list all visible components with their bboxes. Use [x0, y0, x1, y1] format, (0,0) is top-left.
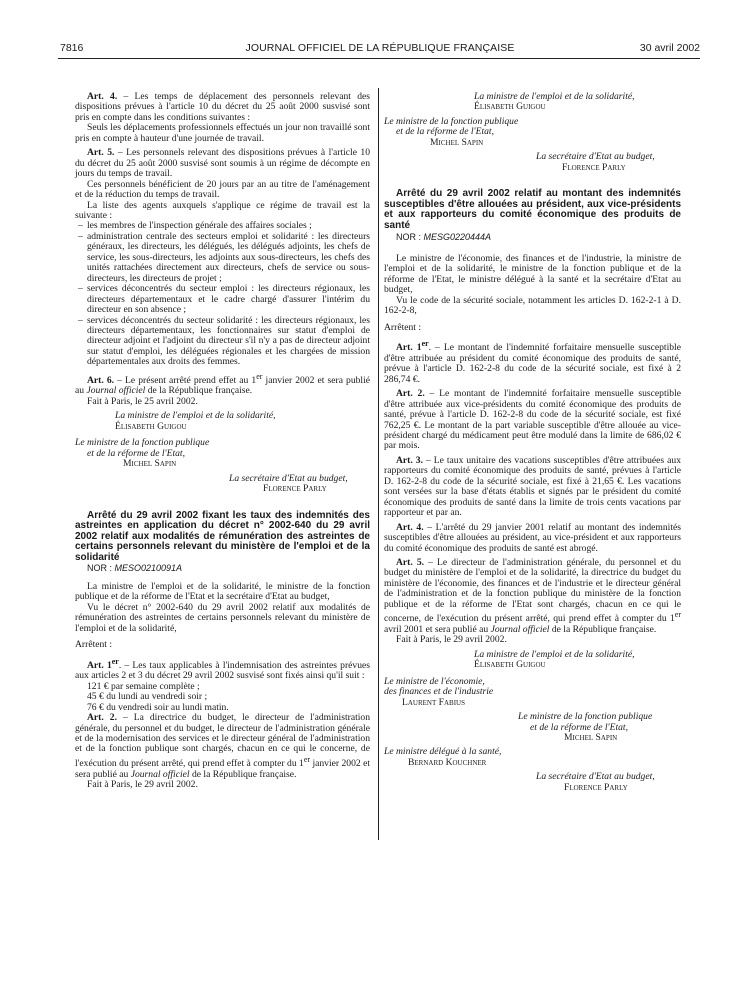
article-text: – Le directeur de l'administration générale, du personnel et du budget du ministère de l'emploi et de la solidarité, la directrice du budget du ministère de l'économie, des finances et de l'industrie et le directeur général de l'administration et de la fonction publique du ministère de la fonction publique et de la réforme de l'Etat sont chargés, chacun en ce qui le concerne, de l'exécution du présent arrêté, qui prend effet à compter du 1: [384, 556, 682, 625]
signatory-role: La secrétaire d'Etat au budget,: [536, 771, 655, 783]
article-5: [75, 148, 370, 179]
left-column: [75, 92, 370, 790]
nor-label: NOR :: [396, 231, 424, 242]
article-4: [384, 523, 681, 554]
column-divider: [378, 88, 379, 840]
list-item: – administration centrale des secteurs emploi et solidarité : les directeurs généraux, les directeurs, les délégués, les délégués adjoints, les chefs de service, les sous-directeurs, les adjoints aux sous-directeurs, les chefs des unités rattachées directement aux directeurs, chefs de service ou sous-directeurs, les directeurs de projet ;: [75, 232, 370, 284]
signatory-name: Laurent Fabius: [402, 696, 465, 708]
preamble: Vu le code de la sécurité sociale, notamment les articles D. 162-2-1 à D. 162-2-8,: [384, 294, 681, 317]
article-text: – Le présent arrêté prend effet au 1: [114, 374, 257, 386]
signatory-name: Bernard Kouchner: [408, 756, 487, 768]
nor-code: MESO0210091A: [114, 563, 183, 574]
signature-place-date: Fait à Paris, le 29 avril 2002.: [396, 634, 507, 646]
article-text: de la République française.: [189, 768, 297, 780]
article-text: – La directrice du budget, le directeur de l'administration générale, du personnel et du budget, le directeur de l'administration générale et de la modernisation des services et le directeur général de l'administration et de la fonction publique sont chargés, chacun en ce qui le concerne, de l'exécution du présent arrêté, qui prend effet à compter du 1: [75, 712, 371, 770]
signatory-name: Élisabeth Guigou: [115, 420, 187, 432]
article-text: – L'arrêté du 29 janvier 2001 relatif au montant des indemnités susceptibles d'être allouées au président, au vice-président et aux rapporteurs du comité économique des produits de santé est abrogé.: [384, 521, 681, 554]
signatory-role: La ministre de l'emploi et de la solidarité,: [474, 648, 635, 660]
article-label: Art. 2.: [396, 388, 425, 400]
article-text: . – Les taux applicables à l'indemnisation des astreintes prévues aux articles 2 et 3 du décret 29 avril 2002 susvisé sont fixés ainsi qu'il suit :: [75, 659, 370, 682]
nor-label: NOR :: [87, 563, 115, 574]
arretent: Arrêtent :: [384, 321, 422, 333]
article-label: [87, 656, 119, 671]
article-6: [75, 372, 370, 397]
article-label: Art. 2.: [87, 712, 117, 724]
signatory-role: La secrétaire d'Etat au budget,: [536, 151, 655, 163]
article-text: janvier 2002 et sera publié au: [75, 374, 371, 397]
article-1: [75, 657, 370, 682]
signatory-name: Florence Parly: [263, 483, 327, 495]
signatory-name: Florence Parly: [564, 781, 628, 793]
journal-reference: Journal officiel: [86, 385, 146, 397]
paragraph: Ces personnels bénéficient de 20 jours par an au titre de l'aménagement et de la réduction du temps de travail.: [75, 178, 370, 201]
article-text: de la République française.: [145, 385, 253, 397]
article-text: de la République française.: [549, 623, 657, 635]
signatory-name: Michel Sapin: [123, 458, 177, 470]
signatory-role: et de la réforme de l'Etat,: [87, 447, 185, 459]
nor-code: MESG0220444A: [423, 231, 492, 242]
preamble: La ministre de l'emploi et de la solidarité, le ministre de la fonction publique et de la réforme de l'Etat et la secrétaire d'Etat au budget,: [75, 580, 370, 603]
rate-item: 121 € par semaine complète ;: [87, 680, 200, 692]
article-text: – Les temps de déplacement des personnels relevant des dispositions prévues à l'article 10 du décret du 25 août 2000 susvisé sont pris en compte dans les conditions suivantes :: [75, 91, 370, 123]
article-5: [384, 558, 681, 635]
superscript: er: [303, 754, 311, 764]
article-text: – Le taux unitaire des vacations susceptibles d'être attribuées aux rapporteurs du comité économique des produits de santé, prévues à l'article D. 162-2-8 du code de la sécurité sociale, est fixé à 21,65 €. Les vacations sont versées sur la base d'états établis et signés par le président du comité économique des produits de santé dans la limite de trois cents vacations par rapporteur et par an.: [384, 454, 681, 519]
signatory-role: La ministre de l'emploi et de la solidarité,: [115, 410, 276, 422]
article-label: Art. 4.: [396, 521, 424, 533]
decree-title: Arrêté du 29 avril 2002 relatif au montant des indemnités susceptibles d'être allouées au président, aux vice-présidents et aux rapporteurs du comité économique des produits de santé: [384, 188, 681, 231]
nor-reference: [75, 563, 370, 573]
issue-date: 30 avril 2002: [639, 42, 700, 54]
article-label-text: Art. 1: [396, 342, 422, 354]
page-number: 7816: [60, 42, 84, 54]
article-label: Art. 3.: [396, 454, 423, 466]
signatory-role: des finances et de l'industrie: [384, 686, 494, 698]
right-column: [384, 92, 681, 793]
superscript: er: [674, 610, 681, 620]
signatory-role: Le ministre délégué à la santé,: [384, 746, 502, 758]
list-item: – services déconcentrés du secteur emploi : les directeurs régionaux, les directeurs départementaux et le cadre chargé d'assurer l'intérim du directeur en son absence ;: [75, 284, 370, 315]
journal-reference: Journal officiel: [490, 623, 550, 635]
agent-list: [75, 221, 370, 367]
superscript: er: [256, 371, 263, 381]
signatory-role: Le ministre de la fonction publique: [518, 711, 653, 723]
arretent: Arrêtent :: [75, 639, 113, 651]
paragraph: Seuls les déplacements professionnels effectués un jour non travaillé sont pris en compte à hauteur d'une journée de travail.: [75, 122, 370, 144]
signature-place-date: Fait à Paris, le 25 avril 2002.: [87, 395, 198, 407]
article-text: avril 2001 et sera publié au: [384, 623, 491, 635]
paragraph: La liste des agents auxquels s'applique ce régime de travail est la suivante :: [75, 199, 370, 221]
signatory-name: Michel Sapin: [430, 136, 484, 148]
signatory-name: Élisabeth Guigou: [474, 101, 546, 113]
rate-item: 45 € du lundi au vendredi soir ;: [87, 691, 208, 703]
article-label: [396, 339, 429, 354]
article-2: [75, 713, 370, 780]
journal-reference: Journal officiel: [130, 768, 190, 780]
signatory-name: Florence Parly: [562, 161, 626, 173]
journal-title: JOURNAL OFFICIEL DE LA RÉPUBLIQUE FRANÇAISE: [245, 42, 515, 54]
signatory-role: La ministre de l'emploi et de la solidarité,: [474, 91, 635, 102]
article-2: [384, 389, 681, 452]
signatory-role: Le ministre de l'économie,: [384, 675, 485, 687]
header-rule: [58, 58, 700, 59]
article-3: [384, 456, 681, 519]
article-4: [75, 92, 370, 123]
signatory-role: Le ministre de la fonction publique: [75, 437, 210, 449]
signatory-name: Élisabeth Guigou: [474, 659, 546, 671]
article-text: janvier 2002 et sera publié au: [75, 758, 370, 780]
article-text: . – Le montant de l'indemnité forfaitaire mensuelle susceptible d'être attribuée au président du comité économique des produits de santé, prévue à l'article D. 162-2-8 du code de la sécurité sociale, est fixé à 2 286,74 €.: [384, 342, 681, 385]
signatory-role: Le ministre de la fonction publique: [384, 115, 519, 127]
preamble: Vu le décret n° 2002-640 du 29 avril 2002 relatif aux modalités de rémunération des astreintes de certains personnels relevant du ministère de l'emploi et de la solidarité,: [75, 601, 370, 634]
list-item: – les membres de l'inspection générale des affaires sociales ;: [75, 221, 370, 231]
nor-reference: [384, 232, 681, 242]
signatory-role: et de la réforme de l'Etat,: [530, 721, 628, 733]
article-label: Art. 5.: [396, 556, 425, 568]
rate-item: 76 € du vendredi soir au lundi matin.: [87, 701, 229, 713]
article-text: – Le montant de l'indemnité forfaitaire mensuelle susceptible d'être attribuée aux vice-présidents du comité économique des produits de santé, prévue à l'article D. 162-2-8 du code de la sécurité sociale, est fixé 762,25 €. Le montant de la part variable susceptible d'être allouée au vice-président chargé du médicament peut être modulé dans la limite de 686,02 € par mois.: [384, 388, 682, 452]
signatory-role: et de la réforme de l'Etat,: [396, 126, 494, 138]
article-label: Art. 6.: [87, 374, 115, 386]
article-label: Art. 5.: [87, 147, 115, 159]
list-item: – services déconcentrés du secteur solidarité : les directeurs régionaux, les directeurs départementaux, les fonctionnaires sur statut d'emploi de directeur adjoint et l'adjoint du directeur s'il n'y a pas de directeur adjoint sur statut d'emploi, les déléguées régionales et les chargées de mission départementales aux droits des femmes.: [75, 316, 370, 368]
article-text: – Les personnels relevant des dispositions prévues à l'article 10 du décret du 25 août 2000 susvisé sont soumis à un régime de décompte en jours du temps de travail.: [75, 147, 371, 180]
page-header: [60, 42, 700, 58]
article-label-text: Art. 1: [87, 659, 112, 671]
article-1: [384, 339, 681, 385]
signatory-role: La secrétaire d'Etat au budget,: [229, 472, 348, 484]
superscript: er: [111, 656, 119, 666]
article-label: Art. 4.: [87, 91, 118, 102]
decree-title: Arrêté du 29 avril 2002 fixant les taux des indemnités des astreintes en application du décret n° 2002-640 du 29 avril 2002 relatif aux modalités de rémunération des astreintes de certains personnels relevant du ministère de l'emploi et de la solidarité: [75, 509, 370, 563]
preamble: Le ministre de l'économie, des finances et de l'industrie, la ministre de l'emploi et de la solidarité, le ministre de la fonction publique et de la réforme de l'Etat, le ministre délégué à la santé et la secrétaire d'Etat au budget,: [384, 253, 681, 296]
signature-place-date: Fait à Paris, le 29 avril 2002.: [87, 779, 198, 790]
signatory-name: Michel Sapin: [564, 731, 618, 743]
superscript: er: [421, 339, 429, 349]
